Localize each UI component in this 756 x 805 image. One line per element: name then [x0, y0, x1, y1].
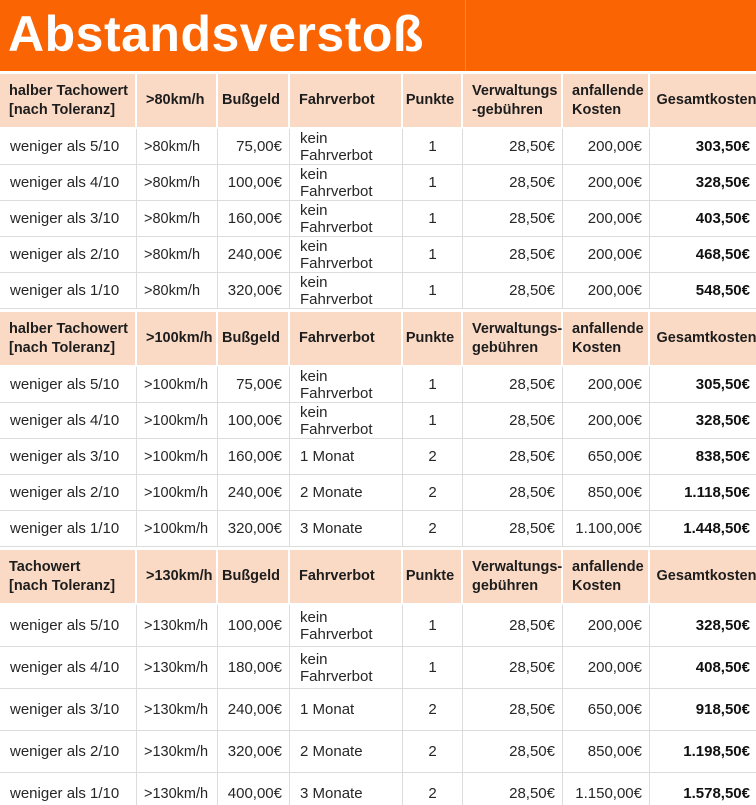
cell-tachowert: weniger als 3/10 — [0, 689, 137, 730]
cell-verwaltungsgebuehren: 28,50€ — [463, 367, 563, 402]
header-cell-speed: >80km/h — [137, 74, 218, 127]
cell-tachowert: weniger als 4/10 — [0, 403, 137, 438]
header-cell-tachowert: halber Tachowert [nach Toleranz] — [0, 312, 137, 365]
cell-punkte: 1 — [403, 129, 463, 164]
cell-gesamtkosten: 918,50€ — [695, 701, 750, 718]
cell-anfallende-kosten: 200,00€ — [563, 273, 650, 308]
cell-anfallende-kosten: 200,00€ — [563, 403, 650, 438]
cell-fahrverbot: kein Fahrverbot — [290, 605, 403, 646]
cell-verwaltungsgebuehren: 28,50€ — [463, 237, 563, 272]
cell-gesamtkosten: 838,50€ — [695, 448, 750, 465]
header-cell-fahrverbot: Fahrverbot — [290, 550, 403, 603]
cell-speed: >130km/h — [137, 731, 218, 772]
cell-anfallende-kosten: 1.100,00€ — [563, 511, 650, 546]
cell-gesamtkosten: 1.578,50€ — [683, 785, 750, 802]
table-row — [0, 511, 756, 547]
section-rows — [0, 367, 756, 547]
cell-verwaltungsgebuehren: 28,50€ — [463, 129, 563, 164]
table-row — [0, 403, 756, 439]
cell-speed: >80km/h — [137, 201, 218, 236]
table-row — [0, 165, 756, 201]
cell-anfallende-kosten: 200,00€ — [563, 201, 650, 236]
cell-gesamtkosten: 328,50€ — [695, 617, 750, 634]
cell-verwaltungsgebuehren: 28,50€ — [463, 605, 563, 646]
cell-tachowert: weniger als 5/10 — [0, 367, 137, 402]
header-cell-gesamtkosten: Gesamtkosten — [650, 312, 756, 365]
cell-anfallende-kosten: 200,00€ — [563, 237, 650, 272]
cell-fahrverbot: 3 Monate — [290, 511, 403, 546]
cell-verwaltungsgebuehren: 28,50€ — [463, 165, 563, 200]
cell-punkte: 2 — [403, 773, 463, 805]
cell-gesamtkosten: 328,50€ — [695, 412, 750, 429]
cell-anfallende-kosten: 200,00€ — [563, 605, 650, 646]
cell-anfallende-kosten: 650,00€ — [563, 689, 650, 730]
header-cell-gesamtkosten: Gesamtkosten — [650, 74, 756, 127]
cell-speed: >130km/h — [137, 605, 218, 646]
cell-gesamtkosten: 305,50€ — [695, 376, 750, 393]
cell-speed: >100km/h — [137, 403, 218, 438]
table-row — [0, 439, 756, 475]
cell-tachowert: weniger als 2/10 — [0, 731, 137, 772]
cell-gesamtkosten: 1.448,50€ — [683, 520, 750, 537]
header-cell-verwaltungsgebuehren: Verwaltungs- gebühren — [463, 312, 563, 365]
header-cell-anfallende-kosten: anfallende Kosten — [563, 550, 650, 603]
table-row — [0, 367, 756, 403]
cell-bussgeld: 180,00€ — [218, 647, 290, 688]
section-header-row — [0, 74, 756, 127]
cell-verwaltungsgebuehren: 28,50€ — [463, 689, 563, 730]
header-cell-bussgeld: Bußgeld — [218, 550, 290, 603]
cell-bussgeld: 320,00€ — [218, 273, 290, 308]
cell-bussgeld: 75,00€ — [218, 367, 290, 402]
section-header-row — [0, 312, 756, 365]
header-cell-verwaltungsgebuehren: Verwaltungs- gebühren — [463, 550, 563, 603]
cell-bussgeld: 160,00€ — [218, 439, 290, 474]
cell-fahrverbot: kein Fahrverbot — [290, 201, 403, 236]
cell-gesamtkosten: 1.118,50€ — [684, 484, 750, 501]
cell-punkte: 1 — [403, 273, 463, 308]
table-row — [0, 129, 756, 165]
cell-tachowert: weniger als 3/10 — [0, 439, 137, 474]
cell-punkte: 2 — [403, 511, 463, 546]
cell-speed: >100km/h — [137, 511, 218, 546]
table-row — [0, 689, 756, 731]
table-row — [0, 731, 756, 773]
cell-anfallende-kosten: 200,00€ — [563, 129, 650, 164]
cell-tachowert: weniger als 3/10 — [0, 201, 137, 236]
table-row — [0, 773, 756, 805]
cell-gesamtkosten: 1.198,50€ — [683, 743, 750, 760]
header-cell-verwaltungsgebuehren: Verwaltungs -gebühren — [463, 74, 563, 127]
cell-punkte: 2 — [403, 731, 463, 772]
header-cell-tachowert: Tachowert [nach Toleranz] — [0, 550, 137, 603]
cell-fahrverbot: kein Fahrverbot — [290, 403, 403, 438]
cell-punkte: 1 — [403, 403, 463, 438]
cell-speed: >130km/h — [137, 773, 218, 805]
header-cell-fahrverbot: Fahrverbot — [290, 74, 403, 127]
header-cell-bussgeld: Bußgeld — [218, 312, 290, 365]
cell-punkte: 1 — [403, 605, 463, 646]
cell-bussgeld: 100,00€ — [218, 403, 290, 438]
table-section-80kmh — [0, 74, 756, 309]
cell-tachowert: weniger als 4/10 — [0, 165, 137, 200]
header-cell-speed: >100km/h — [137, 312, 218, 365]
cell-bussgeld: 240,00€ — [218, 237, 290, 272]
title-banner — [0, 0, 756, 71]
cell-bussgeld: 100,00€ — [218, 605, 290, 646]
header-cell-bussgeld: Bußgeld — [218, 74, 290, 127]
cell-punkte: 2 — [403, 689, 463, 730]
header-cell-punkte: Punkte — [403, 550, 463, 603]
cell-punkte: 1 — [403, 165, 463, 200]
cell-fahrverbot: 1 Monat — [290, 439, 403, 474]
cell-verwaltungsgebuehren: 28,50€ — [463, 201, 563, 236]
cell-bussgeld: 240,00€ — [218, 689, 290, 730]
cell-fahrverbot: kein Fahrverbot — [290, 647, 403, 688]
cell-fahrverbot: kein Fahrverbot — [290, 165, 403, 200]
table-row — [0, 605, 756, 647]
cell-speed: >130km/h — [137, 689, 218, 730]
header-cell-fahrverbot: Fahrverbot — [290, 312, 403, 365]
cell-punkte: 2 — [403, 439, 463, 474]
cell-anfallende-kosten: 650,00€ — [563, 439, 650, 474]
section-header-row — [0, 550, 756, 603]
section-rows — [0, 605, 756, 805]
header-cell-punkte: Punkte — [403, 312, 463, 365]
cell-verwaltungsgebuehren: 28,50€ — [463, 273, 563, 308]
cell-speed: >100km/h — [137, 367, 218, 402]
cell-tachowert: weniger als 1/10 — [0, 273, 137, 308]
table-row — [0, 201, 756, 237]
cell-tachowert: weniger als 5/10 — [0, 129, 137, 164]
cell-speed: >80km/h — [137, 237, 218, 272]
cell-gesamtkosten: 303,50€ — [695, 138, 750, 155]
section-rows — [0, 129, 756, 309]
page-title: Abstandsverstoß — [8, 5, 424, 62]
cell-fahrverbot: kein Fahrverbot — [290, 129, 403, 164]
cell-anfallende-kosten: 200,00€ — [563, 367, 650, 402]
table-section-130kmh — [0, 550, 756, 805]
cell-tachowert: weniger als 1/10 — [0, 511, 137, 546]
table-row — [0, 475, 756, 511]
cell-anfallende-kosten: 850,00€ — [563, 731, 650, 772]
cell-gesamtkosten: 403,50€ — [695, 210, 750, 227]
cell-punkte: 2 — [403, 475, 463, 510]
header-cell-anfallende-kosten: anfallende Kosten — [563, 74, 650, 127]
cell-verwaltungsgebuehren: 28,50€ — [463, 647, 563, 688]
header-cell-gesamtkosten: Gesamtkosten — [650, 550, 756, 603]
cell-punkte: 1 — [403, 647, 463, 688]
cell-verwaltungsgebuehren: 28,50€ — [463, 731, 563, 772]
cell-tachowert: weniger als 1/10 — [0, 773, 137, 805]
cell-tachowert: weniger als 2/10 — [0, 237, 137, 272]
cell-anfallende-kosten: 1.150,00€ — [563, 773, 650, 805]
header-cell-anfallende-kosten: anfallende Kosten — [563, 312, 650, 365]
cell-bussgeld: 160,00€ — [218, 201, 290, 236]
cell-tachowert: weniger als 4/10 — [0, 647, 137, 688]
cell-fahrverbot: 1 Monat — [290, 689, 403, 730]
cell-punkte: 1 — [403, 367, 463, 402]
cell-verwaltungsgebuehren: 28,50€ — [463, 511, 563, 546]
cell-fahrverbot: kein Fahrverbot — [290, 367, 403, 402]
cell-tachowert: weniger als 2/10 — [0, 475, 137, 510]
cell-anfallende-kosten: 850,00€ — [563, 475, 650, 510]
cell-speed: >80km/h — [137, 273, 218, 308]
cell-verwaltungsgebuehren: 28,50€ — [463, 403, 563, 438]
cell-speed: >100km/h — [137, 475, 218, 510]
cell-gesamtkosten: 408,50€ — [695, 659, 750, 676]
table-section-100kmh — [0, 312, 756, 547]
cell-bussgeld: 100,00€ — [218, 165, 290, 200]
table-row — [0, 237, 756, 273]
cell-bussgeld: 320,00€ — [218, 511, 290, 546]
cell-tachowert: weniger als 5/10 — [0, 605, 137, 646]
cell-bussgeld: 320,00€ — [218, 731, 290, 772]
cell-gesamtkosten: 548,50€ — [695, 282, 750, 299]
cell-speed: >130km/h — [137, 647, 218, 688]
cell-verwaltungsgebuehren: 28,50€ — [463, 475, 563, 510]
cell-bussgeld: 240,00€ — [218, 475, 290, 510]
cell-punkte: 1 — [403, 237, 463, 272]
cell-gesamtkosten: 328,50€ — [695, 174, 750, 191]
cell-fahrverbot: 2 Monate — [290, 475, 403, 510]
cell-anfallende-kosten: 200,00€ — [563, 647, 650, 688]
table-row — [0, 273, 756, 309]
cell-punkte: 1 — [403, 201, 463, 236]
cell-verwaltungsgebuehren: 28,50€ — [463, 439, 563, 474]
cell-fahrverbot: kein Fahrverbot — [290, 273, 403, 308]
header-cell-punkte: Punkte — [403, 74, 463, 127]
cell-anfallende-kosten: 200,00€ — [563, 165, 650, 200]
cell-verwaltungsgebuehren: 28,50€ — [463, 773, 563, 805]
cell-speed: >80km/h — [137, 129, 218, 164]
cell-speed: >100km/h — [137, 439, 218, 474]
cell-fahrverbot: kein Fahrverbot — [290, 237, 403, 272]
cell-speed: >80km/h — [137, 165, 218, 200]
cell-fahrverbot: 2 Monate — [290, 731, 403, 772]
cell-fahrverbot: 3 Monate — [290, 773, 403, 805]
header-cell-speed: >130km/h — [137, 550, 218, 603]
cell-gesamtkosten: 468,50€ — [695, 246, 750, 263]
table-row — [0, 647, 756, 689]
cell-bussgeld: 400,00€ — [218, 773, 290, 805]
header-cell-tachowert: halber Tachowert [nach Toleranz] — [0, 74, 137, 127]
cell-bussgeld: 75,00€ — [218, 129, 290, 164]
